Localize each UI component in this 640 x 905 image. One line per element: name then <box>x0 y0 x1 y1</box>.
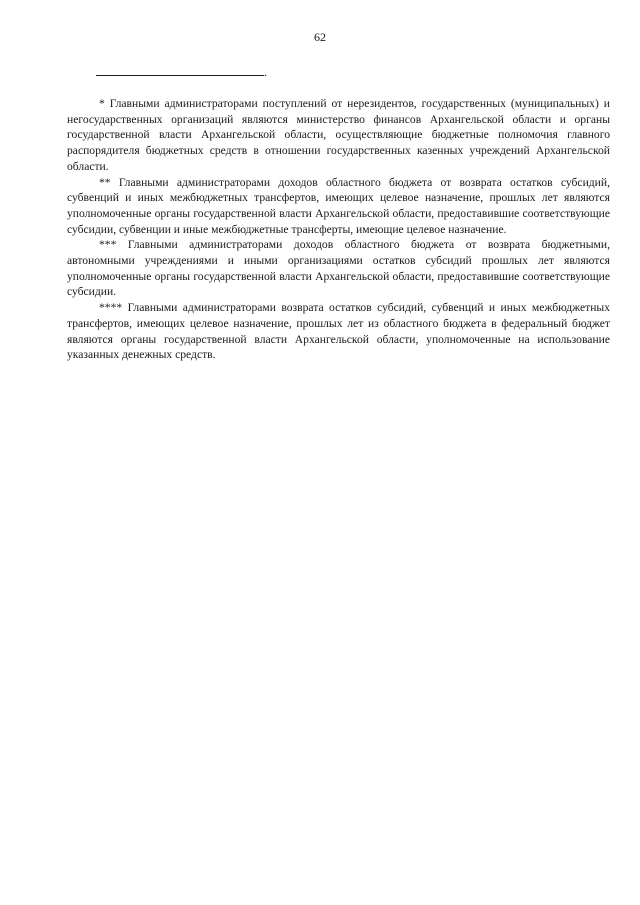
footnotes <box>67 96 610 363</box>
footnote-1: * Главными администраторами поступлений от нерезидентов, государственных (муниципальных) и негосударственных организаций являются министерство финансов Архангельской области и органы государственной власти Архангельской области, осуществляющие бюджетные полномочия главного распорядителя бюджетных средств в отношении государственных казенных учреждений Архангельской области. <box>67 97 610 173</box>
footnote-2: ** Главными администраторами доходов областного бюджета от возврата остатков субсидий, субвенций и иных межбюджетных трансфертов, имеющих целевое назначение, прошлых лет являются уполномоченные органы государственной власти Архангельской области, предоставившие соответствующие субсидии, субвенции и иные межбюджетные трансферты, имеющие целевое назначение. <box>67 175 610 236</box>
footnote-3: *** Главными администраторами доходов областного бюджета от возврата бюджетными, автономными учреждениями и иными организациями остатков субсидий прошлых лет являются уполномоченные органы государственной власти Архангельской области, предоставившие соответствующие субсидии. <box>67 238 610 299</box>
page-number: 62 <box>314 30 326 44</box>
footnote-separator-line <box>96 75 264 76</box>
footnote-4: **** Главными администраторами возврата остатков субсидий, субвенций и иных межбюджетных трансфертов, имеющих целевое назначение, прошлых лет из областного бюджета в федеральный бюджет являются органы государственной власти Архангельской области, уполномоченные на использование указанных денежных средств. <box>67 301 610 362</box>
footnote-separator-period: . <box>264 65 267 79</box>
